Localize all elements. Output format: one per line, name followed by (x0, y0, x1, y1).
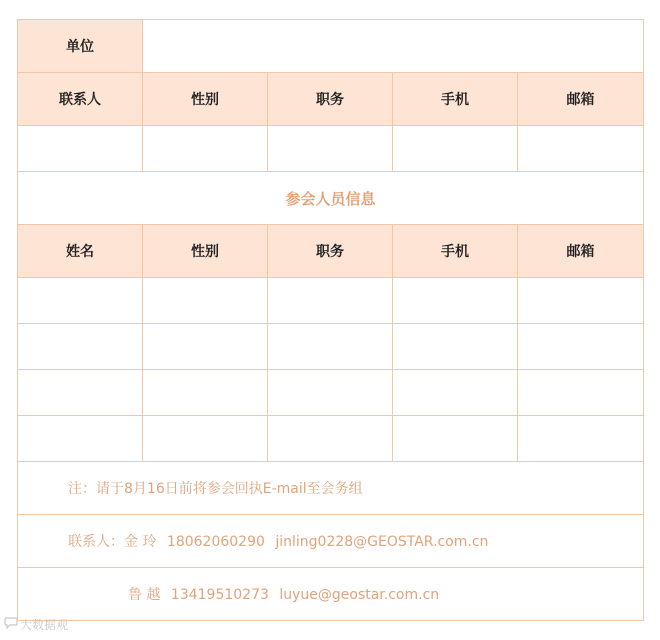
contact2-phone: 13419510273 (170, 587, 269, 603)
attendee-header-title: 职务 (268, 225, 393, 278)
attendee-header-email: 邮箱 (518, 225, 644, 278)
attendee-cell[interactable] (143, 416, 268, 462)
attendee-cell[interactable] (18, 324, 143, 370)
attendee-header-gender: 性别 (143, 225, 268, 278)
contact-header-row (18, 73, 644, 126)
contact1-phone: 18062060290 (166, 534, 265, 550)
attendee-cell[interactable] (393, 416, 518, 462)
attendee-cell[interactable] (143, 370, 268, 416)
attendee-cell[interactable] (268, 278, 393, 324)
contact1-note-row (18, 515, 644, 568)
attendee-cell[interactable] (518, 416, 644, 462)
contact-phone-cell[interactable] (393, 126, 518, 172)
contact2-note-row (18, 568, 644, 621)
attendee-header-name: 姓名 (18, 225, 143, 278)
attendee-cell[interactable] (143, 278, 268, 324)
chat-bubble-icon (4, 617, 18, 632)
section-title-row (18, 172, 644, 225)
attendee-header-phone: 手机 (393, 225, 518, 278)
watermark (4, 616, 68, 633)
deadline-note: 注：请于8月16日前将参会回执E-mail至会务组 (18, 462, 644, 515)
contact-name-cell[interactable] (18, 126, 143, 172)
attendee-row (18, 416, 644, 462)
attendee-cell[interactable] (518, 370, 644, 416)
unit-label: 单位 (18, 20, 143, 73)
attendee-cell[interactable] (143, 324, 268, 370)
attendee-cell[interactable] (393, 370, 518, 416)
contact1-email: jinling0228@GEOSTAR.com.cn (275, 534, 489, 550)
attendee-cell[interactable] (393, 324, 518, 370)
contact2-email: luyue@geostar.com.cn (279, 587, 440, 603)
attendee-cell[interactable] (518, 324, 644, 370)
attendee-header-row (18, 225, 644, 278)
attendee-row (18, 324, 644, 370)
attendee-cell[interactable] (268, 416, 393, 462)
unit-value-cell[interactable] (143, 20, 644, 73)
registration-form-table (17, 19, 644, 621)
contact-header-gender: 性别 (143, 73, 268, 126)
attendee-cell[interactable] (18, 278, 143, 324)
contact2-note (18, 568, 644, 621)
deadline-note-row (18, 462, 644, 515)
unit-row (18, 20, 644, 73)
attendee-cell[interactable] (18, 416, 143, 462)
attendee-row (18, 370, 644, 416)
contact-title-cell[interactable] (268, 126, 393, 172)
contact-gender-cell[interactable] (143, 126, 268, 172)
section-title: 参会人员信息 (18, 172, 644, 225)
attendee-cell[interactable] (18, 370, 143, 416)
contact-header-email: 邮箱 (518, 73, 644, 126)
attendee-cell[interactable] (518, 278, 644, 324)
contact-email-cell[interactable] (518, 126, 644, 172)
contact1-name: 联系人：金 玲 (68, 534, 157, 550)
contact-header-title: 职务 (268, 73, 393, 126)
contact-header-phone: 手机 (393, 73, 518, 126)
attendee-row (18, 278, 644, 324)
contact-input-row (18, 126, 644, 172)
attendee-cell[interactable] (393, 278, 518, 324)
contact1-note (18, 515, 644, 568)
watermark-text: 大数据观 (20, 618, 69, 632)
contact-header-name: 联系人 (18, 73, 143, 126)
attendee-cell[interactable] (268, 370, 393, 416)
attendee-cell[interactable] (268, 324, 393, 370)
contact2-name: 鲁 越 (128, 587, 161, 603)
